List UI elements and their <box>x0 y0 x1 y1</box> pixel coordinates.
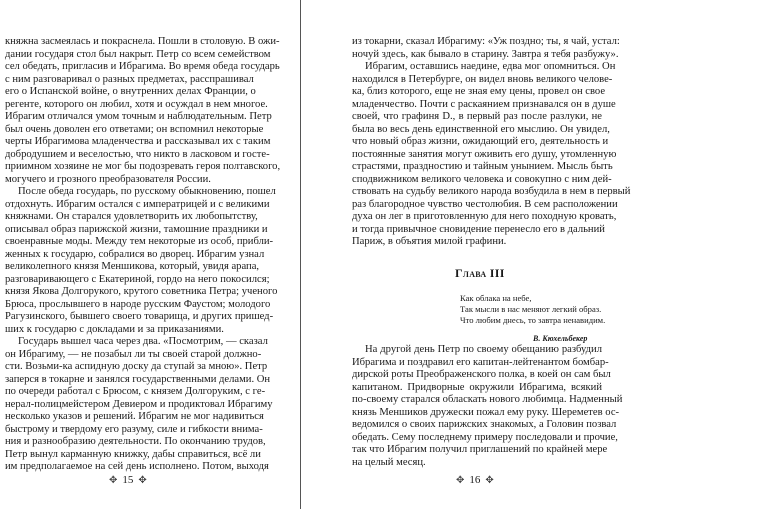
right-page-text-top <box>352 36 631 249</box>
text-line: была во весь день единственной его мыслию. Он увидел, <box>352 123 610 135</box>
epigraph-line: Так мысли в нас меняют легкий образ. <box>460 304 602 314</box>
text-line: младенчество. Почти с раскаянием признавался он в душе <box>352 98 616 110</box>
epigraph <box>460 293 760 326</box>
text-line: ния и разнообразию деятельности. По окончанию трудов, <box>5 436 266 447</box>
text-line: сподвижником великого человека и совокупно с ним дей- <box>352 173 612 185</box>
text-line: нерал-полицмейстером Девиером и продиктовал Ибрагиму <box>5 398 273 410</box>
text-line: князя Якова Долгорукого, крутого советника Петра; ученого <box>5 286 278 297</box>
text-line: На другой день Петр по своему обещанию разбудил <box>365 344 602 355</box>
text-line: из токарни, сказал Ибрагиму: «Уж поздно; ты, я чай, устал: <box>352 36 620 47</box>
text-line: княжна засмеялась и покраснела. Пошли в столовую. В ожи- <box>5 36 280 47</box>
text-line: описывал образ парижской жизни, тамошние праздники и <box>5 223 268 235</box>
text-line: отдохнуть. Ибрагим остался с императрицей и с великими <box>5 198 270 210</box>
text-line: раз благородное чувство честолюбия. В сем расположении <box>352 198 618 210</box>
text-line: ствовать на судьбу великого народа возбудила в нем в первый <box>352 186 631 197</box>
text-line: по очереди работал с Брюсом, с князем Долгоруким, с ге- <box>5 386 266 397</box>
text-line: духа он лег в приготовленную для него походную кровать, <box>352 211 617 222</box>
right-page <box>301 0 631 509</box>
text-line: что новый образ жизни, ожидающий его, деятельность и <box>352 136 609 147</box>
text-line: Париж, в объятия милой графини. <box>352 236 507 247</box>
text-line: быстрому и твердому его разуму, силе и гибкости внима- <box>5 423 263 435</box>
page-number: 15 <box>122 474 134 486</box>
epigraph-author: В. Кюхельбекер <box>533 334 588 343</box>
text-line: Ибрагим, оставшись наедине, едва мог опомниться. Он <box>365 61 616 72</box>
text-line: им предполагаемое на сей день исполнено. Потом, выходя <box>5 461 269 472</box>
text-line: заперся в токарне и занялся государственными делами. Он <box>5 373 271 385</box>
text-line: После обеда государь, по русскому обыкновению, пошел <box>18 186 276 197</box>
chapter-heading: Глава III <box>455 266 505 280</box>
text-line: своей, что графиня D., в первый раз после разлуки, не <box>352 111 602 122</box>
left-page-text <box>5 36 281 474</box>
ornament-icon: ✥ <box>138 474 147 486</box>
text-line: так что Ибрагим получил приглашений по крайней мере <box>352 444 608 455</box>
ornament-icon: ✥ <box>109 474 118 486</box>
text-line: его о Испанской войне, о внутренних делах Франции, о <box>5 86 256 97</box>
text-line: княжнами. Он старался удовлетворить их любопытству, <box>5 211 258 222</box>
text-line: великолепного князя Меншикова, который, увидя арапа, <box>5 261 260 272</box>
page-number-left <box>109 474 147 486</box>
text-line: и тогда привычное сновидение перенесло его в дальний <box>352 223 605 235</box>
text-line: могучего и грозного преобразователя России. <box>5 173 211 185</box>
text-line: сел обедать, пригласив и Ибрагима. Во время обеда государь <box>5 61 280 72</box>
text-line: дирской роты Преображенского полка, в коей он сам был <box>352 369 611 380</box>
text-line: на целый месяц. <box>352 456 426 468</box>
text-line: добродушием и веселостью, что никто в ласковом и госте- <box>5 148 270 160</box>
epigraph-line: Как облака на небе, <box>460 293 532 303</box>
text-line: своенравные моды. Между тем некоторые из особ, прибли- <box>5 236 274 247</box>
text-line: был очень доволен его ответами; он вспомнил некоторые <box>5 123 264 135</box>
text-line: ших к государю с докладами и за приказаниями. <box>5 323 224 335</box>
text-line: он Ибрагиму, — не позабыл ли ты своей старой должно- <box>5 348 262 360</box>
text-line: Ибрагим отличался умом точным и наблюдательным. Петр <box>5 111 272 122</box>
text-line: находился в Петербурге, он видел вновь великого челове- <box>352 73 613 85</box>
text-line: капитаном. Придворные окружили Ибрагима, всякий <box>352 381 602 393</box>
text-line: приимном хозяине не мог бы подозревать героя полтавского, <box>5 161 281 172</box>
text-line: с ним разговаривал о разных предметах, расспрашивал <box>5 73 254 85</box>
text-line: дании государя стол был накрыт. Петр со всем семейством <box>5 48 271 60</box>
text-line: Рагузинского, бывшего своего товарища, и других пришед- <box>5 311 274 322</box>
left-page <box>0 0 300 509</box>
text-line: женных к государю, собралися во дворец. Ибрагим узнал <box>5 248 265 260</box>
epigraph-line: Что любим днесь, то завтра ненавидим. <box>460 315 606 325</box>
ornament-icon: ✥ <box>485 474 494 486</box>
text-line: постоянные занятия могут оживить его душу, утомленную <box>352 148 617 160</box>
text-line: несколько указов и решений. Ибрагим не мог надивиться <box>5 411 264 422</box>
right-page-text-bottom <box>352 344 623 469</box>
text-line: Брюса, прослывшего в народе русским Фаустом; молодого <box>5 298 271 310</box>
page-number-right <box>456 474 494 486</box>
text-line: ночуй здесь, как бывало в старину. Завтра я тебя разбужу». <box>352 48 619 60</box>
text-line: обедать. Сему последнему примеру последовали и прочие, <box>352 431 618 443</box>
ornament-icon: ✥ <box>456 474 465 486</box>
text-line: Ибрагима и поздравил его капитан-лейтенантом бомбар- <box>352 356 609 368</box>
text-line: ведомился о своих парижских знакомых, а Головин позвал <box>352 419 617 430</box>
text-line: сти. Возьми-ка аспидную доску да ступай за мною». Петр <box>5 361 268 372</box>
text-line: страстями, праздностию и тайным унынием. Мысль быть <box>352 161 613 172</box>
text-line: Петр вынул карманную книжку, дабы справиться, всё ли <box>5 448 261 460</box>
page-number: 16 <box>469 474 481 486</box>
text-line: Государь вышел часа через два. «Посмотрим, — сказал <box>18 336 268 347</box>
text-line: черты Ибрагимова младенчества и рассказывал их с таким <box>5 136 271 147</box>
text-line: ка, близ которого, еще не зная ему цены, провел он свое <box>352 86 606 97</box>
text-line: по-своему старался обласкать нового любимца. Надменный <box>352 394 623 405</box>
text-line: князь Меншиков дружески пожал ему руку. Шереметев ос- <box>352 406 620 418</box>
text-line: разговаривающего с Екатериной, гордо на него покосился; <box>5 273 270 285</box>
text-line: регенте, которого он любил, хотя и осуждал в нем многое. <box>5 98 268 110</box>
